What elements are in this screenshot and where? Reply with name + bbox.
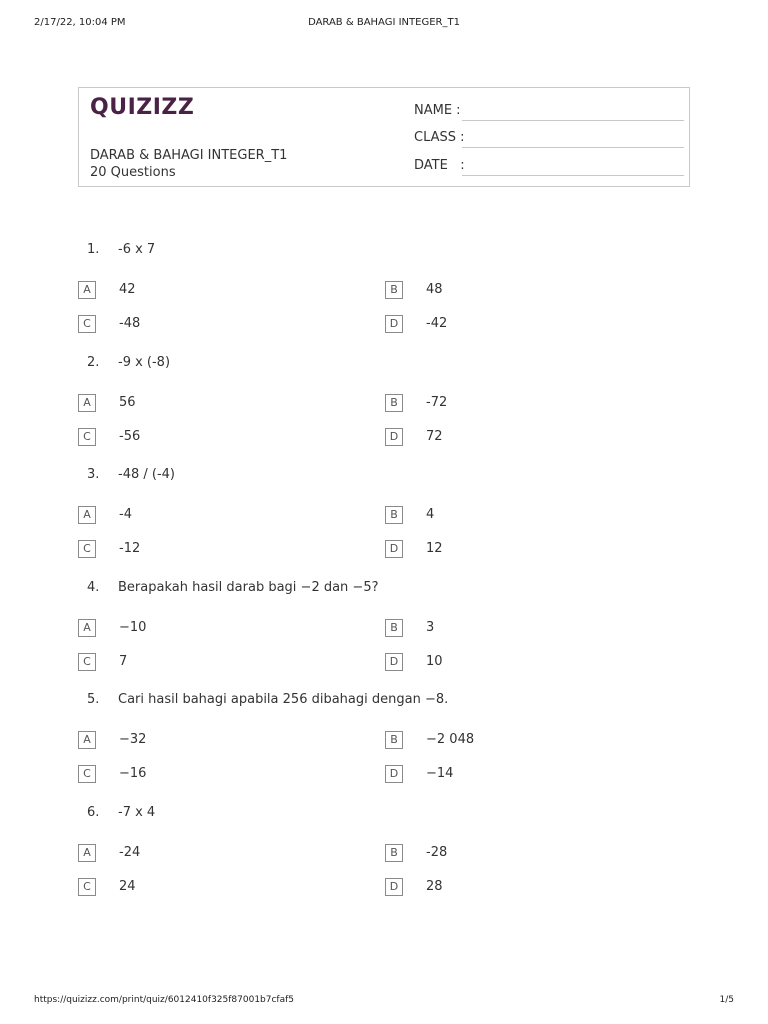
option-letter-badge: C <box>78 540 96 558</box>
option-letter-badge: C <box>78 765 96 783</box>
option-text: 4 <box>426 507 435 522</box>
name-line <box>462 120 684 121</box>
question-number: 1. <box>87 242 100 257</box>
option-letter-badge: B <box>385 731 403 749</box>
option-text: 72 <box>426 429 443 444</box>
option-letter-badge: C <box>78 428 96 446</box>
option-letter-badge: A <box>78 731 96 749</box>
option-letter-badge: B <box>385 844 403 862</box>
class-label: CLASS : <box>414 130 465 145</box>
option-letter-badge: A <box>78 281 96 299</box>
option-text: 7 <box>119 654 128 669</box>
option-letter-badge: D <box>385 878 403 896</box>
question-number: 2. <box>87 355 100 370</box>
option-letter-badge: B <box>385 619 403 637</box>
option-text: -42 <box>426 316 448 331</box>
question-text: -7 x 4 <box>118 805 156 820</box>
print-title: DARAB & BAHAGI INTEGER_T1 <box>308 17 460 28</box>
print-datetime: 2/17/22, 10:04 PM <box>34 17 126 28</box>
question-number: 3. <box>87 467 100 482</box>
name-label: NAME : <box>414 103 461 118</box>
option-text: -4 <box>119 507 132 522</box>
option-text: -72 <box>426 395 448 410</box>
option-text: -12 <box>119 541 141 556</box>
option-text: 48 <box>426 282 443 297</box>
quiz-title: DARAB & BAHAGI INTEGER_T1 <box>90 148 288 163</box>
option-letter-badge: B <box>385 506 403 524</box>
option-text: -56 <box>119 429 141 444</box>
option-text: -24 <box>119 845 141 860</box>
option-text: 12 <box>426 541 443 556</box>
option-text: −2 048 <box>426 732 475 747</box>
option-text: 24 <box>119 879 136 894</box>
option-text: 28 <box>426 879 443 894</box>
page-number: 1/5 <box>719 995 734 1005</box>
question-number: 5. <box>87 692 100 707</box>
option-letter-badge: B <box>385 394 403 412</box>
option-letter-badge: C <box>78 653 96 671</box>
option-letter-badge: D <box>385 765 403 783</box>
option-text: 3 <box>426 620 435 635</box>
option-text: 10 <box>426 654 443 669</box>
option-letter-badge: D <box>385 540 403 558</box>
option-letter-badge: B <box>385 281 403 299</box>
date-label: DATE : <box>414 158 465 173</box>
question-number: 6. <box>87 805 100 820</box>
quizizz-logo: QUIZIZZ <box>90 95 195 120</box>
print-url: https://quizizz.com/print/quiz/6012410f325f87001b7cfaf5 <box>34 995 295 1005</box>
option-text: −10 <box>119 620 147 635</box>
option-letter-badge: C <box>78 315 96 333</box>
option-letter-badge: A <box>78 506 96 524</box>
question-number: 4. <box>87 580 100 595</box>
option-text: -48 <box>119 316 141 331</box>
option-letter-badge: C <box>78 878 96 896</box>
name-field[interactable] <box>414 103 684 123</box>
date-line <box>462 175 684 176</box>
option-letter-badge: D <box>385 315 403 333</box>
question-text: -9 x (-8) <box>118 355 171 370</box>
date-field[interactable] <box>414 158 684 178</box>
question-text: -48 / (-4) <box>118 467 175 482</box>
option-text: -28 <box>426 845 448 860</box>
question-text: Berapakah hasil darab bagi −2 dan −5? <box>118 580 379 595</box>
option-text: 56 <box>119 395 136 410</box>
option-text: −14 <box>426 766 454 781</box>
option-text: −32 <box>119 732 147 747</box>
class-line <box>462 147 684 148</box>
question-text: Cari hasil bahagi apabila 256 dibahagi dengan −8. <box>118 692 449 707</box>
option-text: −16 <box>119 766 147 781</box>
option-letter-badge: A <box>78 394 96 412</box>
option-text: 42 <box>119 282 136 297</box>
option-letter-badge: D <box>385 653 403 671</box>
class-field[interactable] <box>414 130 684 150</box>
quiz-info-box <box>78 87 690 187</box>
question-text: -6 x 7 <box>118 242 156 257</box>
option-letter-badge: D <box>385 428 403 446</box>
option-letter-badge: A <box>78 619 96 637</box>
option-letter-badge: A <box>78 844 96 862</box>
question-count: 20 Questions <box>90 165 176 180</box>
